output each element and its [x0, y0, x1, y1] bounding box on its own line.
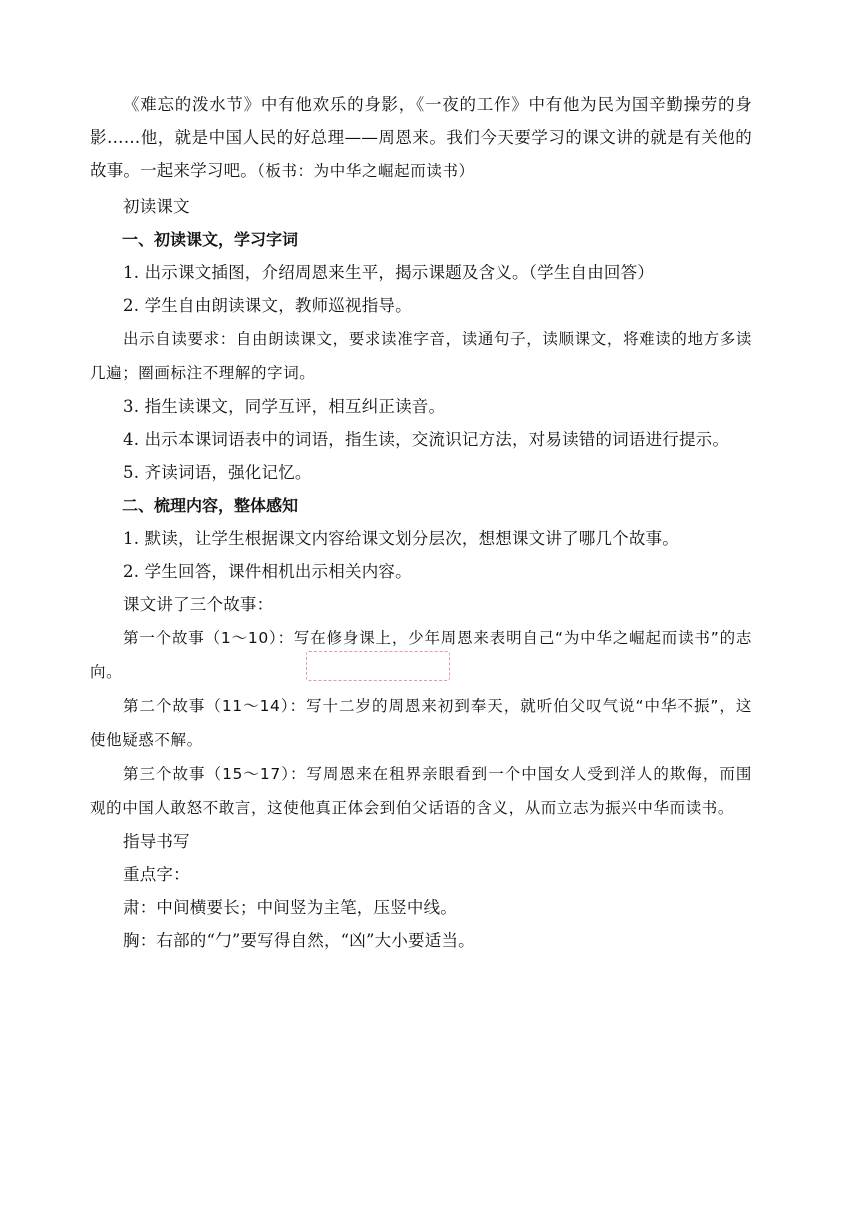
story-1-text: 第一个故事（1～10）：写在修身课上，少年周恩来表明自己“为中华之崛起而读书”的志向。 — [90, 629, 752, 681]
story-1 — [90, 621, 752, 689]
part1-heading: 一、初读课文，学习字词 — [122, 230, 299, 249]
part2-item-1: 1. 默读，让学生根据课文内容给课文划分层次，想想课文讲了哪几个故事。 — [123, 529, 679, 548]
section-first-read: 初读课文 — [123, 197, 190, 216]
story-2 — [90, 689, 752, 757]
char-note-2: 胸：右部的“勹”要写得自然，“凶”大小要适当。 — [123, 931, 475, 950]
document-page — [90, 88, 752, 957]
self-reading-requirement — [90, 322, 752, 390]
part1-item-3: 3. 指生读课文，同学互评，相互纠正读音。 — [123, 397, 446, 416]
story-3-text: 第三个故事（15～17）：写周恩来在租界亲眼看到一个中国女人受到洋人的欺侮，而围观的中国人敢怒不敢言，这使他真正体会到伯父话语的含义，从而立志为振兴中华而读书。 — [90, 765, 752, 817]
part2-heading: 二、梳理内容，整体感知 — [122, 496, 299, 515]
stories-intro: 课文讲了三个故事： — [123, 595, 274, 614]
story-2-text: 第二个故事（11～14）：写十二岁的周恩来初到奉天，就听伯父叹气说“中华不振”，这使他疑惑不解。 — [90, 697, 752, 749]
part1-item-5: 5. 齐读词语，强化记忆。 — [123, 463, 312, 482]
part2-item-2: 2. 学生回答，课件相机出示相关内容。 — [123, 562, 412, 581]
part1-item-2: 2. 学生自由朗读课文，教师巡视指导。 — [123, 296, 412, 315]
char-note-1: 肃：中间横要长；中间竖为主笔，压竖中线。 — [123, 898, 457, 917]
key-chars-label: 重点字： — [123, 865, 190, 884]
intro-paragraph — [90, 88, 752, 188]
requirement-text: 出示自读要求：自由朗读课文，要求读准字音，读通句子，读顺课文，将难读的地方多读几遍；圈画标注不理解的字词。 — [90, 330, 752, 382]
section-writing: 指导书写 — [123, 832, 190, 851]
board-writing: （板书：为中华之崛起而读书） — [257, 162, 475, 180]
story-3 — [90, 757, 752, 825]
part1-item-1: 1. 出示课文插图，介绍周恩来生平，揭示课题及含义。（学生自由回答） — [123, 263, 655, 282]
part1-item-4: 4. 出示本课词语表中的词语，指生读，交流识记方法，对易读错的词语进行提示。 — [123, 430, 730, 449]
intro-text: 《难忘的泼水节》中有他欢乐的身影，《一夜的工作》中有他为民为国辛勤操劳的身影……他，就是中国人民的好总理——周恩来。我们今天要学习的课文讲的就是有关他的故事。一起来学习吧。 — [90, 95, 752, 180]
